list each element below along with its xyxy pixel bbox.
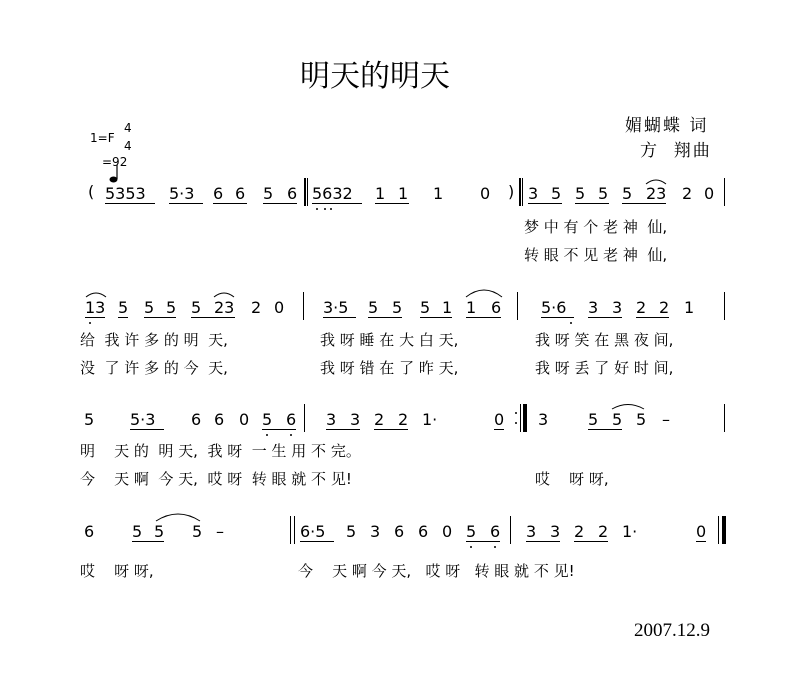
key-signature: 1=F xyxy=(90,131,115,145)
lyric-line: 我 呀 丢 了 好 时 间, xyxy=(535,359,674,377)
note: 6·5 xyxy=(300,522,326,541)
note: 0 xyxy=(494,410,505,429)
note: 1· xyxy=(422,410,438,429)
note: 3 xyxy=(538,410,549,429)
note: 5 xyxy=(622,184,633,203)
note: 0 xyxy=(480,184,491,203)
composer-credit: 方 翔曲 xyxy=(640,141,712,161)
lyric-line: 梦 中 有 个 老 神 仙, xyxy=(524,218,668,236)
note: 5 xyxy=(636,410,647,429)
note: 6 xyxy=(84,522,95,541)
lyric-line: 给 我 许 多 的 明 天, xyxy=(80,331,228,349)
note: 5 xyxy=(420,298,431,317)
lyricist-credit: 媚蝴蝶 词 xyxy=(625,116,709,136)
note: 23 xyxy=(646,184,667,203)
note: 5 xyxy=(166,298,177,317)
time-signature-bottom: 4 xyxy=(124,139,132,153)
lyric-line: 我 呀 错 在 了 昨 天, xyxy=(320,359,459,377)
lyric-line: 哎 呀 呀, xyxy=(80,562,154,580)
note: 0 xyxy=(239,410,250,429)
slur-arc xyxy=(466,290,502,297)
lyric-line: 我 呀 睡 在 大 白 天, xyxy=(320,331,459,349)
slur-arc xyxy=(156,514,200,521)
note: 1 xyxy=(398,184,409,203)
note: 3 xyxy=(588,298,599,317)
note: 5·3 xyxy=(169,184,195,203)
note: 5 xyxy=(191,298,202,317)
note: 5 xyxy=(118,298,129,317)
note: 6 xyxy=(394,522,405,541)
note: 6 xyxy=(418,522,429,541)
note: – xyxy=(216,522,224,541)
note: 6 xyxy=(286,410,297,429)
lyric-line: 哎 呀 呀, xyxy=(535,470,609,488)
note: 0 xyxy=(696,522,707,541)
note: 6 xyxy=(214,410,225,429)
note: 1 xyxy=(375,184,386,203)
tempo-marking: =92 xyxy=(102,155,128,169)
note: 5 xyxy=(368,298,379,317)
lyric-line: 今 天 啊 今 天, 哎 呀 转 眼 就 不 见! xyxy=(298,562,575,580)
note: 5 xyxy=(612,410,623,429)
note: 3 xyxy=(370,522,381,541)
note: 6 xyxy=(287,184,298,203)
slur-arc xyxy=(646,180,666,184)
note: 5 xyxy=(192,522,203,541)
note: 5 xyxy=(263,184,274,203)
note: 5 xyxy=(598,184,609,203)
note: 5 xyxy=(392,298,403,317)
note: 1 xyxy=(466,298,477,317)
note: 0 xyxy=(704,184,715,203)
note: 3·5 xyxy=(323,298,349,317)
note: 5·3 xyxy=(130,410,156,429)
note: 5 xyxy=(575,184,586,203)
note: 1· xyxy=(622,522,638,541)
note: 0 xyxy=(442,522,453,541)
slur-arc xyxy=(214,293,234,297)
note: 23 xyxy=(214,298,235,317)
song-title: 明天的明天 xyxy=(300,59,450,94)
note: 3 xyxy=(526,522,537,541)
slur-arc xyxy=(612,405,644,410)
note: 6 xyxy=(491,298,502,317)
note: 2 xyxy=(659,298,670,317)
paren-open: ( xyxy=(88,182,95,201)
note: 13 xyxy=(85,298,106,317)
note: 6 xyxy=(213,184,224,203)
paren-close: ) xyxy=(508,182,515,201)
note: 6 xyxy=(490,522,501,541)
slur-arc xyxy=(86,293,106,297)
note: 2 xyxy=(251,298,262,317)
note: 5·6 xyxy=(541,298,567,317)
note: 5 xyxy=(144,298,155,317)
note: 3 xyxy=(528,184,539,203)
note: 2 xyxy=(398,410,409,429)
note: 2 xyxy=(682,184,693,203)
note: 2 xyxy=(374,410,385,429)
note: 3 xyxy=(326,410,337,429)
note: 5353 xyxy=(105,184,146,203)
note: 6 xyxy=(235,184,246,203)
note: 5 xyxy=(132,522,143,541)
lyric-line: 转 眼 不 见 老 神 仙, xyxy=(524,246,668,264)
note: 1 xyxy=(684,298,695,317)
note: 3 xyxy=(550,522,561,541)
note: 5632 xyxy=(312,184,353,203)
lyric-line: 没 了 许 多 的 今 天, xyxy=(80,359,228,377)
note: 5 xyxy=(588,410,599,429)
time-signature-top: 4 xyxy=(124,121,132,135)
note: 1 xyxy=(442,298,453,317)
note: 5 xyxy=(262,410,273,429)
note: 0 xyxy=(274,298,285,317)
note: – xyxy=(662,410,670,429)
note: 5 xyxy=(551,184,562,203)
note: 5 xyxy=(84,410,95,429)
lyric-line: 我 呀 笑 在 黑 夜 间, xyxy=(535,331,674,349)
note: 2 xyxy=(574,522,585,541)
note: 3 xyxy=(612,298,623,317)
lyric-line: 明 天 的 明 天, 我 呀 一 生 用 不 完。 xyxy=(80,442,361,460)
note: 6 xyxy=(191,410,202,429)
note: 5 xyxy=(466,522,477,541)
note: 2 xyxy=(636,298,647,317)
note: 3 xyxy=(350,410,361,429)
note: 1 xyxy=(433,184,444,203)
date: 2007.12.9 xyxy=(634,620,710,641)
lyric-line: 今 天 啊 今 天, 哎 呀 转 眼 就 不 见! xyxy=(80,470,352,488)
note: 2 xyxy=(598,522,609,541)
note: 5 xyxy=(346,522,357,541)
note: 5 xyxy=(154,522,165,541)
